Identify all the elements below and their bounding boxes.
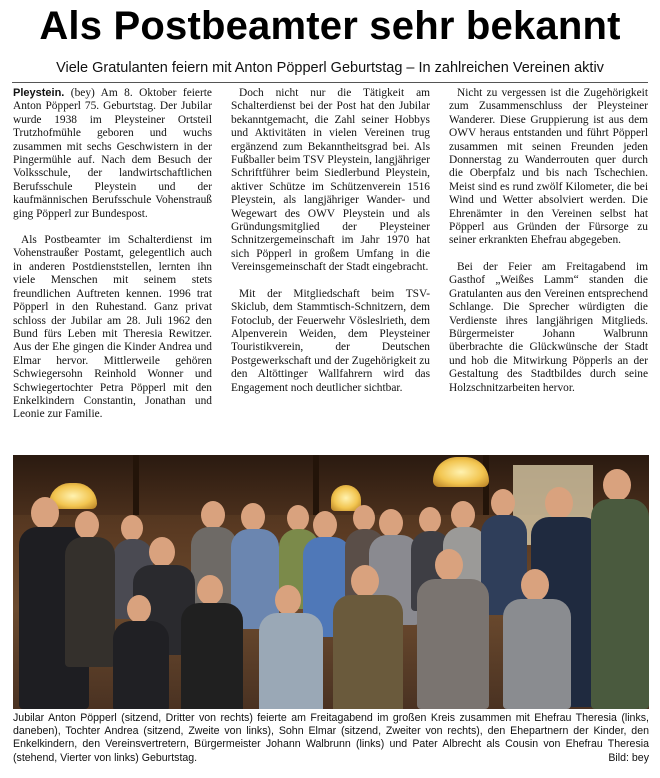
caption-text: Jubilar Anton Pöpperl (sitzend, Dritter von rechts) feierte am Freitagabend im großen Kreis zusammen mit Ehefrau Theresia (links, daneben), Tochter Andrea (sitzend, Zweite von links), Sohn Elmar (sitzend, Zweiter von rechts), den Ehepartnern der Kinder, den Enkelkindern, den Vereinsvertretern, Bürgermeister Johann Walbrunn (links) und Pater Albrecht als Cousin von Ehefrau Theresia (stehend, Vierter von links) Geburtstag. — [13, 712, 649, 764]
photo-caption — [13, 712, 649, 765]
dateline: Pleystein. — [13, 87, 65, 99]
article-column-3 — [449, 87, 648, 408]
paragraph — [13, 87, 212, 221]
header-divider — [12, 82, 648, 83]
paragraph: Doch nicht nur die Tätigkeit am Schalterdienst bei der Post hat den Jubilar bekanntgemacht, die Zahl seiner Hobbys und Aktivitäten in vielen Vereinen trug ergänzend zum Bekanntheitsgrad bei. Als Fußballer beim TSV Pleystein, langjähriger Schriftführer beim Siedlerbund Pleystein, aktiver Schütze im Schützenverein 1516 Pleystein, als langjähriger Wander- und Wegewart des OWV Pleystein und als Gründungsmitglied der Pleysteiner Schnitzergemeinschaft im Jahr 1970 hat sich Pöpperl in großem Umfang in die Vereinsgemeinschaft der Stadt eingebracht. — [231, 87, 430, 274]
paragraph: Als Postbeamter im Schalterdienst im Vohenstraußer Postamt, gelegentlich auch in anderen Postdienststellen, lernten ihn viele Menschen mit seinem stets freundlichen Auftreten kennen. 1996 trat Pöpperl in den Ruhestand. Ganz privat schloss der Jubilar am 28. Juli 1962 den Bund fürs Leben mit Theresia Rewitzer. Aus der Ehe gingen die Kinder Andrea und Elmar hervor. Mittlerweile gehören Schwiegersohn Reinhold Wonner und Schwiegertochter Petra Pöpperl mit den Enkelkindern Constantin, Jonathan und Leonie zur Familie. — [13, 234, 212, 421]
article-column-1 — [13, 87, 212, 435]
article-column-2 — [231, 87, 430, 408]
paragraph: Mit der Mitgliedschaft beim TSV-Skiclub, dem Stammtisch-Schnitzern, dem Fotoclub, der Feuerwehr Vösleslrieth, dem Alpenverein Weiden, dem Pleysteiner Touristikverein, der Deutschen Postgewerkschaft und der Zugehörigkeit zu den Altöttinger Wallfahrern wird das Engagement noch deutlicher sichtbar. — [231, 287, 430, 394]
paragraph: Bei der Feier am Freitagabend im Gasthof „Weißes Lamm“ standen die Gratulanten aus den Vereinen entsprechend Schlange. Die Sprecher würdigten die Verdienste ihres langjährigen Mitglieds. Bürgermeister Johann Walbrunn überbrachte die Glückwünsche der Stadt und hob die Mitwirkung Pöpperls an der Gestaltung des Stadtbildes durch seine Holzschnitzarbeiten hervor. — [449, 260, 648, 394]
article-headline: Als Postbeamter sehr bekannt — [39, 4, 621, 48]
article-subheadline: Viele Gratulanten feiern mit Anton Pöpperl Geburtstag – In zahlreichen Vereinen aktiv — [56, 60, 604, 76]
ceiling-beam — [133, 455, 139, 515]
group-photo — [13, 455, 649, 709]
paragraph-text: (bey) Am 8. Oktober feierte Anton Pöpperl 75. Geburtstag. Der Jubilar wurde 1938 im Pleysteiner Ortsteil Trutzhofmühle geboren und wuchs zusammen mit sechs Geschwistern in der Pingermühle auf. Nach dem Besuch der Volksschule, der landwirtschaftlichen Berufsschule Pleystein und der kaufmännischen Berufsschule Vohenstrauß ging Pöpperl zur Bundespost. — [13, 87, 212, 220]
paragraph: Nicht zu vergessen ist die Zugehörigkeit zum Zusammenschluss der Pleysteiner Wanderer. Diese Gruppierung ist aus dem OWV heraus entstanden und führt Pöpperl zusammen mit seinen Freunden jeden Donnerstag zu Wanderrouten quer durch die Oberpfalz und bis nach Tschechien. Meist sind es rund zwölf Kilometer, die bei Wind und Wetter absolviert werden. Die Ehrenämter in den Vereinen selbst hat Pöpperl aus Gründen der Fürsorge zu seiner erkrankten Ehefrau abgegeben. — [449, 87, 648, 247]
ceiling-beam — [313, 455, 319, 515]
photo-credit: Bild: bey — [608, 751, 649, 764]
